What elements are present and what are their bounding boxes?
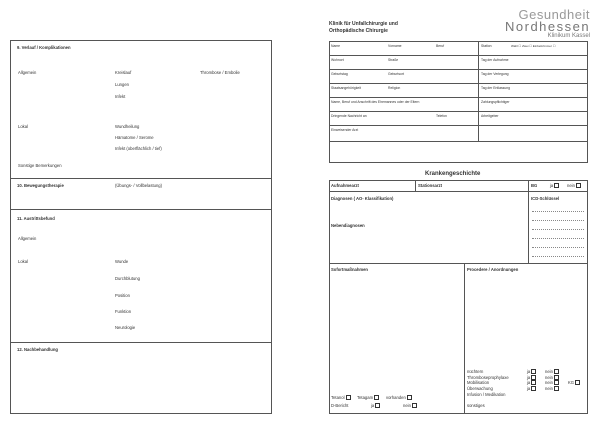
field-wohnort[interactable]: Wohnort: [331, 58, 344, 62]
nuechtern-nein-label: nein: [545, 369, 553, 374]
tetagam-checkbox[interactable]: [374, 395, 379, 400]
mobilisation-nein-checkbox[interactable]: [554, 380, 559, 385]
field-station-options[interactable]: Wahl ☐ Zwei ☐ Einbettzimmer ☐: [511, 44, 556, 48]
logo: [505, 9, 590, 40]
field-staatsangehoerigkeit[interactable]: Staatsangehörigkeit: [331, 86, 361, 90]
row-divider: [329, 125, 588, 126]
krankengeschichte-title: Krankengeschichte: [425, 171, 481, 177]
divider: [10, 209, 272, 210]
field-arbeitgeber[interactable]: Arbeitgeber: [481, 114, 499, 118]
label-wundheilung: Wundheilung: [115, 124, 140, 129]
icd-line[interactable]: [532, 220, 584, 221]
field-einweisender-arzt[interactable]: Einweisender Arzt: [331, 128, 359, 132]
field-religion[interactable]: Religion: [388, 86, 401, 90]
nuechtern-nein[interactable]: [545, 369, 559, 374]
tetanol-checkbox[interactable]: [346, 395, 351, 400]
label-lokal-11: Lokal: [18, 259, 29, 264]
dbericht-label: D-Bericht: [331, 403, 349, 408]
kg-checkbox[interactable]: [575, 380, 580, 385]
field-vorname[interactable]: Vorname: [388, 44, 402, 48]
vorhanden-label: vorhanden: [386, 395, 406, 400]
ueberwachung-ja[interactable]: [527, 386, 536, 391]
field-station[interactable]: Station: [481, 44, 492, 48]
nuechtern-ja-checkbox[interactable]: [531, 369, 536, 374]
field-beruf[interactable]: Beruf: [436, 44, 445, 48]
label-allgemein-11: Allgemein: [18, 236, 37, 241]
vorhanden-option[interactable]: [386, 395, 412, 400]
label-infekt: Infekt: [115, 94, 126, 99]
bg-nein-checkbox[interactable]: [576, 183, 581, 188]
column-divider: [478, 41, 479, 141]
field-zahlungspflichtiger[interactable]: Zahlungspflichtiger: [481, 100, 510, 104]
label-icd-schluessel: ICD-Schlüssel: [531, 196, 560, 201]
tetagam-option[interactable]: [357, 395, 379, 400]
field-telefon[interactable]: Telefon: [436, 114, 447, 118]
label-thrombose: Thrombose / Embolie: [200, 70, 240, 75]
dbericht-ja-checkbox[interactable]: [375, 403, 380, 408]
icd-line[interactable]: [532, 256, 584, 257]
logo-line3: Klinikum Kassel: [547, 33, 590, 39]
bg-nein[interactable]: [567, 183, 581, 188]
bg-ja[interactable]: [550, 183, 559, 188]
tetagam-label: Tetagam: [357, 395, 374, 400]
field-geburtsort[interactable]: Geburtsort: [388, 72, 405, 76]
label-kreislauf: Kreislauf: [115, 70, 132, 75]
label-mobilisation: Mobilisation: [467, 380, 490, 385]
bg-nein-label: nein: [567, 183, 575, 188]
label-lokal: Lokal: [18, 124, 29, 129]
mobilisation-ja[interactable]: [527, 380, 536, 385]
column-divider: [464, 263, 465, 414]
label-lungen: Lungen: [115, 82, 129, 87]
label-sofortmassnahmen: Sofortmaßnahmen: [331, 267, 368, 272]
field-dringende-nachricht[interactable]: Dringende Nachricht an: [331, 114, 367, 118]
tetanol-option[interactable]: [331, 395, 351, 400]
tetanol-label: Tetanol: [331, 395, 345, 400]
field-name[interactable]: Name: [331, 44, 341, 48]
section-9-title: 9. Verlauf / Komplikationen: [17, 45, 71, 50]
logo-line2: Nordhessen: [505, 19, 591, 34]
field-tag-verlegung[interactable]: Tag der Verlegung: [481, 72, 509, 76]
ueberwachung-nein-label: nein: [545, 386, 553, 391]
logo-line1: Gesundheit: [518, 7, 590, 22]
label-procedere: Procedere / Anordnungen: [467, 267, 519, 272]
label-aufnahmearzt: Aufnahmearzt: [331, 183, 359, 188]
label-infekt-oberflaechlich: Infekt (oberflächlich / tief): [115, 146, 162, 151]
label-nuechtern: nüchtern: [467, 369, 484, 374]
dbericht-nein-label: nein: [403, 403, 411, 408]
field-eltern[interactable]: Name, Beruf und Anschrift des Ehemannes oder der Eltern: [331, 100, 420, 104]
row-divider: [329, 191, 588, 192]
column-divider: [415, 180, 416, 191]
label-haematome: Hämatome / Serome: [115, 135, 154, 140]
mobilisation-nein-label: nein: [545, 380, 553, 385]
clinic-name-line1: Klinik für Unfallchirurgie und: [329, 21, 398, 27]
field-geburtstag[interactable]: Geburtstag: [331, 72, 348, 76]
ueberwachung-nein-checkbox[interactable]: [554, 386, 559, 391]
field-tag-entlassung[interactable]: Tag der Entlassung: [481, 86, 511, 90]
dbericht-nein-checkbox[interactable]: [412, 403, 417, 408]
nuechtern-ja[interactable]: [527, 369, 536, 374]
section-10-title: 10. Bewegungstherapie: [17, 183, 64, 188]
mobilisation-kg[interactable]: [568, 380, 580, 385]
mobilisation-ja-checkbox[interactable]: [531, 380, 536, 385]
left-form-frame: [10, 40, 272, 414]
field-strasse[interactable]: Straße: [388, 58, 399, 62]
row-divider: [329, 55, 588, 56]
icd-line[interactable]: [532, 211, 584, 212]
column-divider: [528, 180, 529, 263]
clinic-name-line2: Orthopädische Chirurgie: [329, 28, 388, 34]
label-position: Position: [115, 293, 130, 298]
label-funktion: Funktion: [115, 309, 132, 314]
label-sonstige-bemerkungen: Sonstige Bemerkungen: [18, 163, 62, 168]
label-nebendiagnosen: Nebendiagnosen: [331, 223, 365, 228]
row-divider: [329, 97, 588, 98]
label-stationsarzt: Stationsarzt: [418, 183, 442, 188]
ueberwachung-ja-label: ja: [527, 386, 531, 391]
divider: [10, 178, 272, 179]
label-sonstiges: sonstiges: [467, 403, 485, 408]
label-durchblutung: Durchblutung: [115, 276, 140, 281]
dbericht-nein[interactable]: [403, 403, 417, 408]
field-tag-aufnahme[interactable]: Tag der Aufnahme: [481, 58, 509, 62]
section-11-title: 11. Austrittsbefund: [17, 216, 55, 221]
nuechtern-ja-label: ja: [527, 369, 531, 374]
nuechtern-nein-checkbox[interactable]: [554, 369, 559, 374]
row-divider: [329, 69, 588, 70]
thrombose-ja-label: ja: [527, 375, 531, 380]
row-divider: [329, 83, 588, 84]
dbericht-ja-label: ja: [371, 403, 375, 408]
ueberwachung-nein[interactable]: [545, 386, 559, 391]
kg-label: KG: [568, 380, 575, 385]
icd-line[interactable]: [532, 238, 584, 239]
label-allgemein: Allgemein: [18, 70, 37, 75]
label-bg: BG: [531, 183, 538, 188]
bg-ja-label: ja: [550, 183, 554, 188]
label-thromboseprophylaxe: Thromboseprophylaxe: [467, 375, 509, 380]
label-belastung: (Übungs- / Vollbelastung): [115, 183, 163, 188]
bg-ja-checkbox[interactable]: [554, 183, 559, 188]
icd-line[interactable]: [532, 247, 584, 248]
label-neurologie: Neurologie: [115, 325, 136, 330]
row-divider: [329, 141, 588, 142]
vorhanden-checkbox[interactable]: [407, 395, 412, 400]
row-divider: [329, 263, 588, 264]
label-diagnosen: Diagnosen ( AO- Klassifikation): [331, 196, 394, 201]
dbericht-ja[interactable]: [371, 403, 380, 408]
mobilisation-nein[interactable]: [545, 380, 559, 385]
divider: [10, 342, 272, 343]
label-ueberwachung: Überwachung: [467, 386, 493, 391]
thrombose-nein-label: nein: [545, 375, 553, 380]
label-wunde: Wunde: [115, 259, 129, 264]
ueberwachung-ja-checkbox[interactable]: [531, 386, 536, 391]
row-divider: [329, 111, 588, 112]
mobilisation-ja-label: ja: [527, 380, 531, 385]
icd-line[interactable]: [532, 229, 584, 230]
label-infusion: Infusion / Medikation: [467, 392, 506, 397]
section-12-title: 12. Nachbehandlung: [17, 347, 58, 352]
